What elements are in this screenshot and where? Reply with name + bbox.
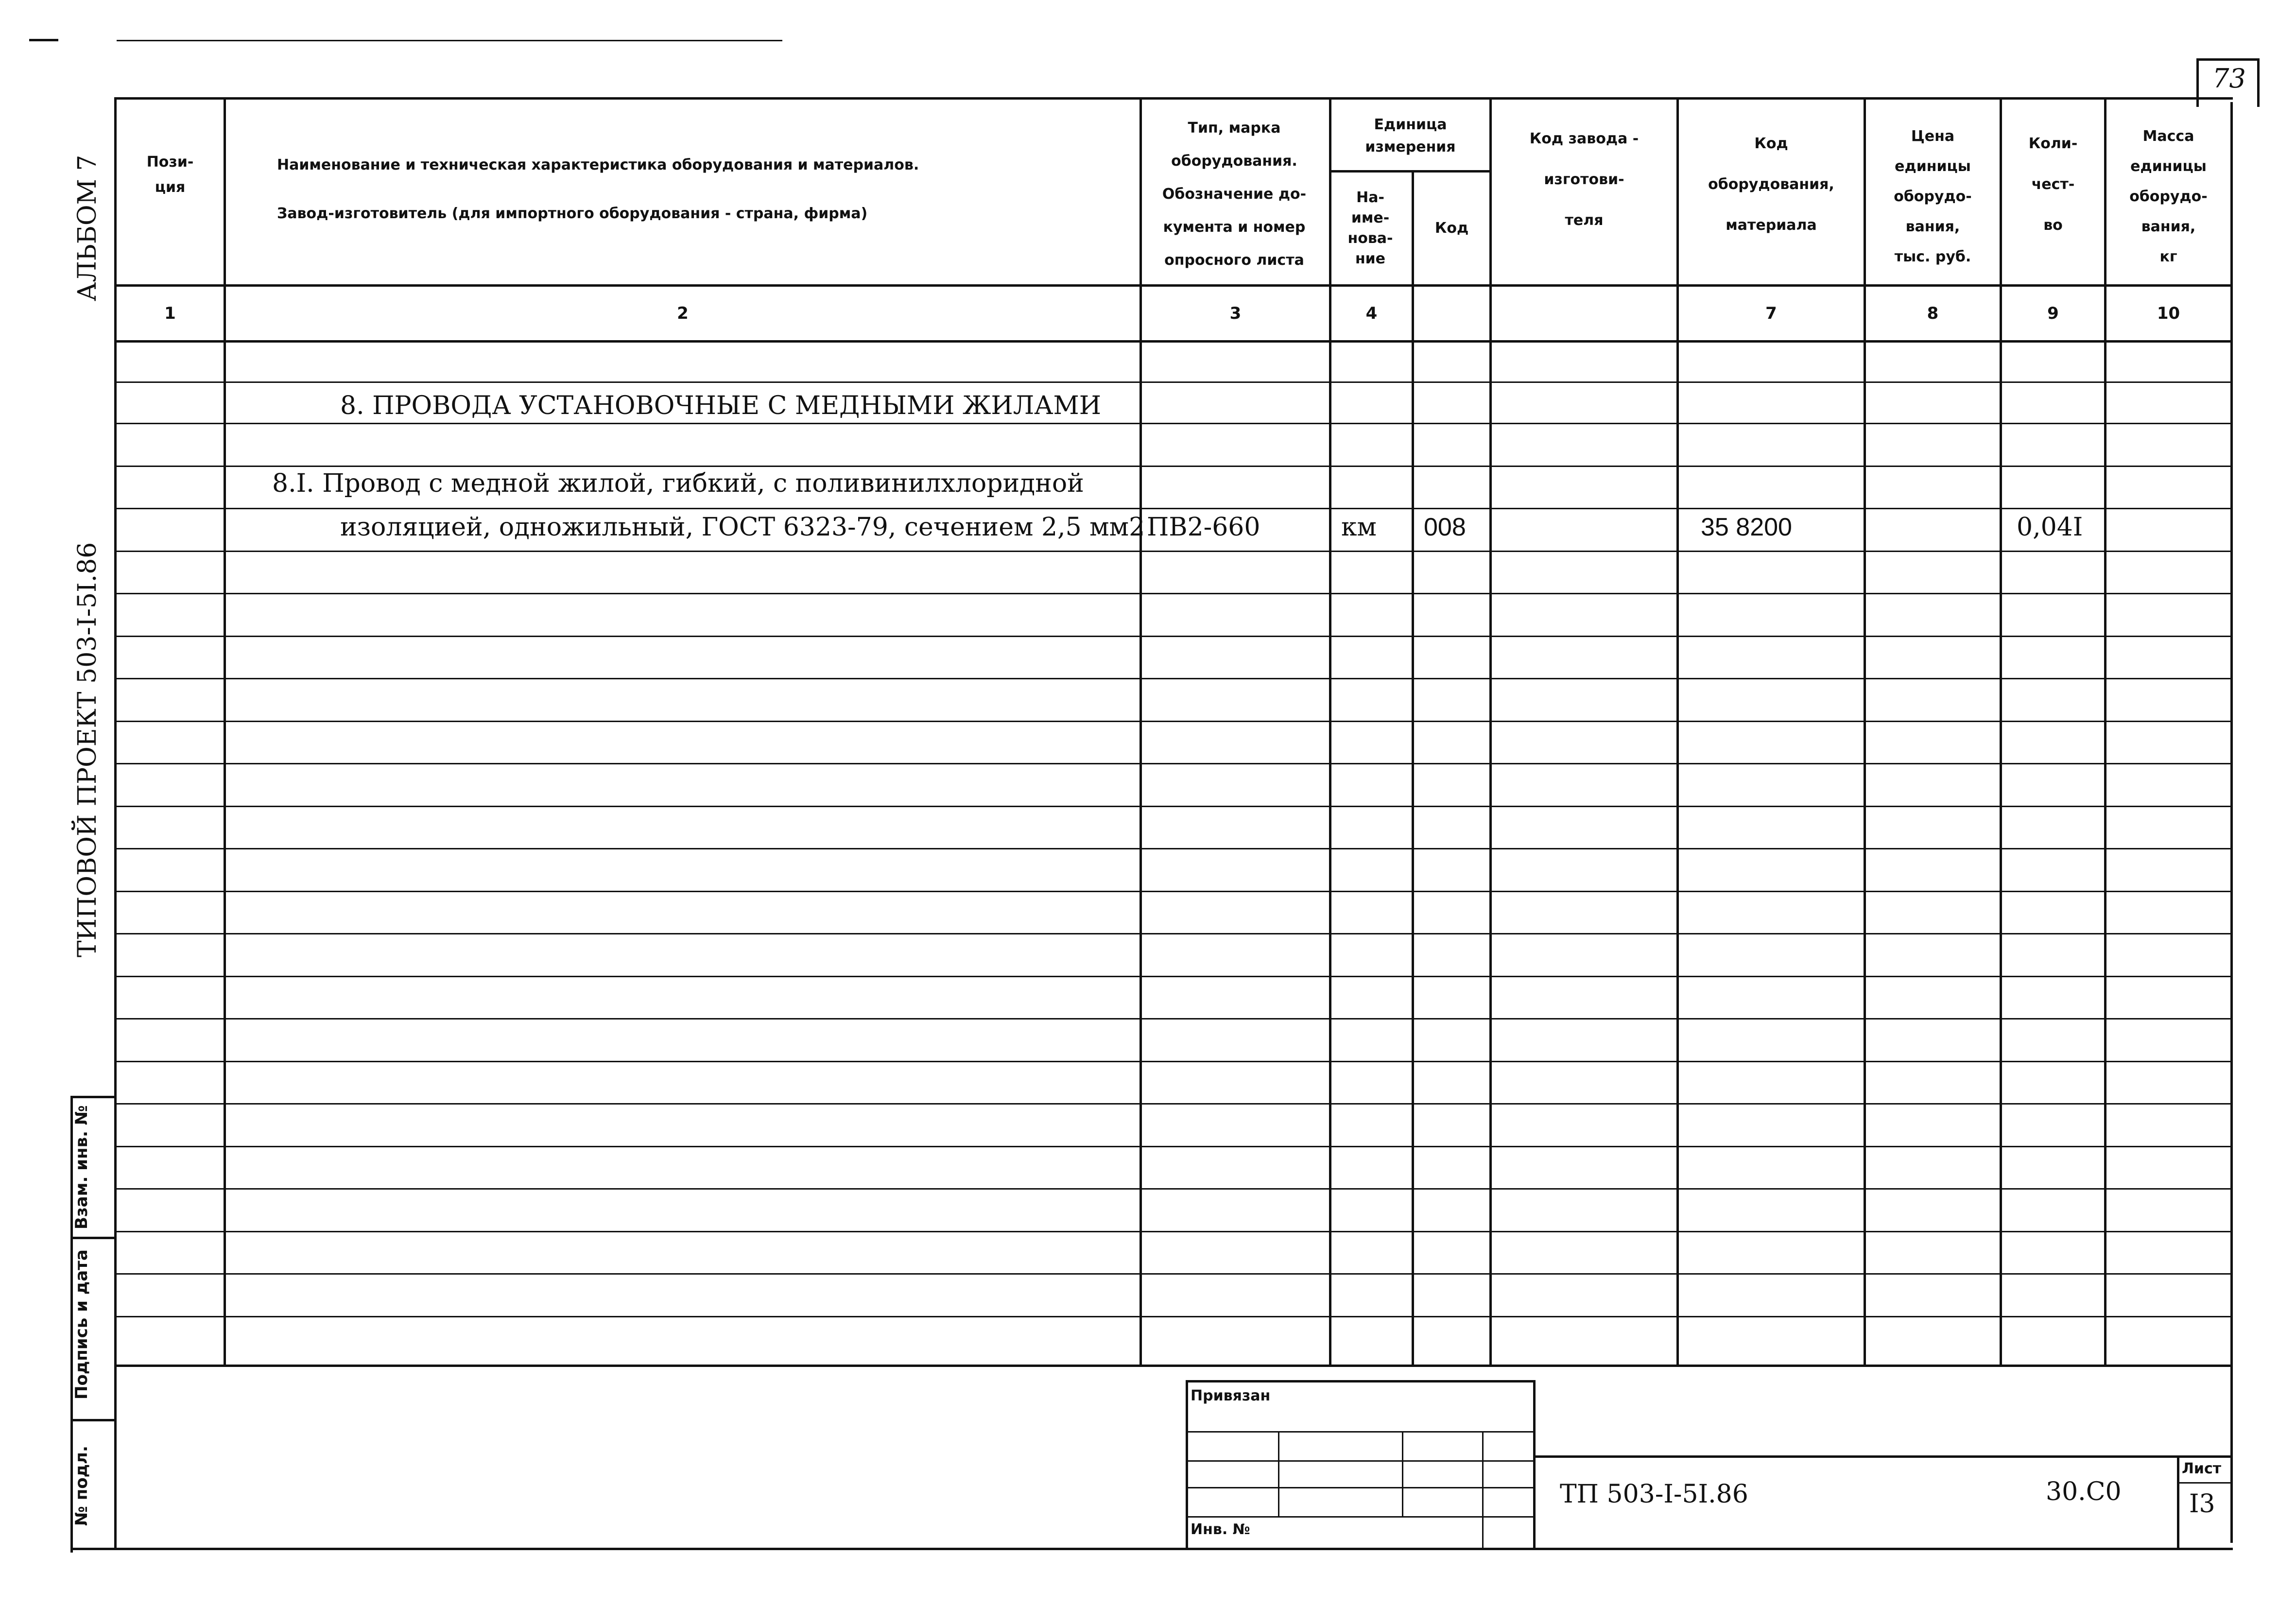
sheet-code: 30.С0 <box>2046 1477 2122 1506</box>
item-material-code: 35 8200 <box>1701 513 1792 541</box>
col-number-2: 2 <box>677 304 689 323</box>
col-number-10: 10 <box>2157 304 2180 323</box>
header-type: Тип, марка оборудования. Обозначение до- кумента и номер опросного листа <box>1162 120 1307 269</box>
col-number-6 <box>1492 287 1676 340</box>
page-number: 73 <box>2212 63 2246 94</box>
inv-no-label: Инв. № <box>1191 1521 1250 1538</box>
header-factory-code: Код завода - изготови- теля <box>1529 130 1639 229</box>
col-number-1: 1 <box>164 304 176 323</box>
item-description-line2: изоляцией, одножильный, ГОСТ 6323-79, сечением 2,5 мм2 <box>340 513 1145 542</box>
top-scan-mark <box>117 40 782 41</box>
item-type: ПВ2-660 <box>1147 513 1260 542</box>
podpis-label: Подпись и дата <box>72 1249 91 1400</box>
item-quantity: 0,04I <box>2017 513 2083 542</box>
col-number-8: 8 <box>1927 304 1939 323</box>
item-unit-code: 008 <box>1424 513 1466 541</box>
header-mass: Масса единицы оборудо- вания, кг <box>2129 128 2208 265</box>
album-label: АЛЬБОМ 7 <box>73 155 102 301</box>
privyazan-label: Привязан <box>1191 1387 1271 1404</box>
header-material-code: Код оборудования, материала <box>1708 135 1834 234</box>
inv-podl-label: № подл. <box>72 1446 91 1526</box>
col-number-7: 7 <box>1765 304 1777 323</box>
list-number: I3 <box>2189 1489 2215 1519</box>
project-label: ТИПОВОЙ ПРОЕКТ 503-I-5I.86 <box>73 542 102 957</box>
item-description-line1: 8.I. Провод с медной жилой, гибкий, с поливинилхлоридной <box>272 469 1084 498</box>
col-number-5 <box>1414 287 1489 340</box>
col-number-4: 4 <box>1365 304 1378 323</box>
doc-code: ТП 503-I-5I.86 <box>1560 1480 1748 1509</box>
header-unit-code: Код <box>1434 220 1469 237</box>
col-number-9: 9 <box>2047 304 2059 323</box>
item-unit-name: км <box>1341 513 1377 542</box>
section-title: 8. ПРОВОДА УСТАНОВОЧНЫЕ С МЕДНЫМИ ЖИЛАМИ <box>340 391 1102 420</box>
header-quantity: Коли- чест- во <box>2028 135 2078 234</box>
col-number-3: 3 <box>1229 304 1242 323</box>
header-unit-price: Цена единицы оборудо- вания, тыс. руб. <box>1894 128 1972 265</box>
vzam-label: Взам. инв. № <box>72 1105 91 1229</box>
header-position: Пози- ция <box>146 154 194 196</box>
list-label: Лист <box>2182 1460 2222 1477</box>
header-unit-name: На- име- нова- ние <box>1347 189 1393 267</box>
top-scan-mark <box>29 39 58 41</box>
header-name: Наименование и техническая характеристика оборудования и материалов. Завод-изготовитель (для импортного оборудования - страна, фирма) <box>277 156 919 222</box>
header-unit: Единица измерения <box>1365 116 1456 156</box>
